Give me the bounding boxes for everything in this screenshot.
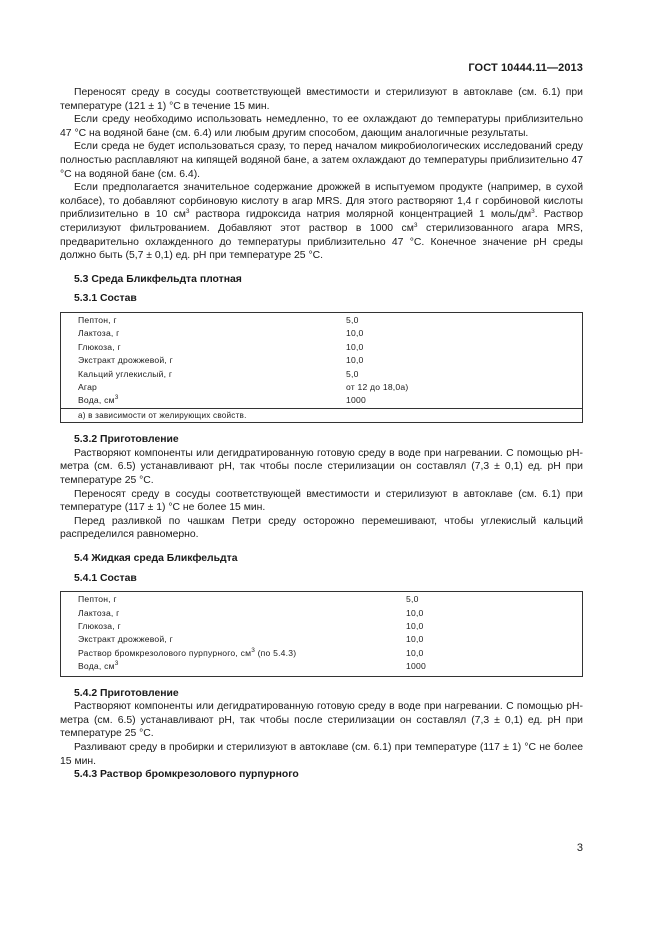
- ingredient-amount: 5,0: [406, 594, 419, 605]
- ingredient-label: Раствор бромкрезолового пурпурного, см: [78, 647, 252, 658]
- superscript: 3: [531, 208, 535, 216]
- composition-table-liquid: [60, 591, 583, 676]
- ingredient-amount: 10,0: [346, 341, 364, 352]
- ingredient-name: Пептон, г: [78, 314, 117, 325]
- subsection-heading: 5.3.2 Приготовление: [74, 434, 179, 446]
- ingredient-name: Пептон, г: [78, 594, 117, 605]
- text-run: стерилизованного агара MRS, предварительно охлажденного до температуры приблизительно 47 °С. Конечное значение рН среды должно быть (5,7 ± 0,1) ед. рН при температуре 25 °С.: [60, 222, 583, 262]
- ingredient-amount: 10,0: [406, 647, 424, 658]
- superscript: 3: [114, 660, 119, 668]
- document-body: [60, 86, 583, 782]
- subsection-heading: 5.4.1 Состав: [74, 572, 137, 584]
- paragraph: Переносят среду в сосуды соответствующей вместимости и стерилизуют в автоклаве (см. 6.1) при температуре (117 ± 1) °С не более 15 мин.: [60, 488, 583, 514]
- ingredient-amount: 10,0: [406, 634, 424, 645]
- table-row: [61, 341, 583, 354]
- paragraph: Перед разливкой по чашкам Петри среду осторожно перемешивают, чтобы углекислый кальций распределился равномерно.: [60, 515, 583, 541]
- document-header: ГОСТ 10444.11—2013: [468, 62, 583, 74]
- superscript: 3: [114, 394, 119, 402]
- table-row: [61, 381, 583, 394]
- superscript: 3: [413, 221, 418, 229]
- section-heading: 5.3 Среда Бликфельдта плотная: [74, 273, 242, 285]
- table-row: [61, 327, 583, 340]
- page-number: 3: [576, 842, 583, 854]
- subsection-heading: 5.4.3 Раствор бромкрезолового пурпурного: [74, 769, 299, 781]
- ingredient-name: Кальций углекислый, г: [78, 368, 173, 379]
- ingredient-name: Лактоза, г: [78, 607, 120, 618]
- ingredient-amount: 10,0: [406, 620, 424, 631]
- paragraph: Разливают среду в пробирки и стерилизуют в автоклаве (см. 6.1) при температуре (117 ± 1) °С не более 15 мин.: [60, 741, 583, 767]
- text-run: . Раствор стерилизуют фильтрованием. Добавляют этот раствор в 1000 см: [60, 209, 583, 234]
- table-row: [61, 647, 583, 660]
- ingredient-amount: 1000: [406, 661, 426, 672]
- ingredient-name: Агар: [78, 381, 98, 392]
- ingredient-name: Экстракт дрожжевой, г: [78, 355, 173, 366]
- paragraph: Переносят среду в сосуды соответствующей вместимости и стерилизуют в автоклаве (см. 6.1) при температуре (121 ± 1) °С в течение 15 мин.: [60, 87, 583, 112]
- superscript: 3: [251, 646, 256, 654]
- ingredient-name: Лактоза, г: [78, 328, 120, 339]
- ingredient-amount: 1000: [346, 395, 366, 406]
- table-row: [61, 620, 583, 633]
- subsection-heading: 5.3.1 Состав: [74, 293, 137, 305]
- paragraph: Если среда не будет использоваться сразу, то перед началом микробиологических исследований среду полностью расплавляют на кипящей водяной бане, а затем охлаждают до температуры приблизительно 47 °С на водяной бане (см. 6.4).: [60, 141, 583, 180]
- paragraph-sorbic-acid: [60, 181, 583, 263]
- ingredient-name: Глюкоза, г: [78, 620, 121, 631]
- table-row: [61, 368, 583, 381]
- table-row: [61, 607, 583, 620]
- table-row: [61, 354, 583, 367]
- ingredient-amount: 10,0: [346, 328, 364, 339]
- table-row: [61, 592, 583, 607]
- table-row: [61, 394, 583, 408]
- table-row: [61, 660, 583, 676]
- composition-table-solid: [60, 312, 583, 423]
- table-footnote: а) в зависимости от желирующих свойств.: [61, 408, 583, 422]
- ingredient-label: Вода, см: [78, 661, 115, 672]
- section-heading: 5.4 Жидкая среда Бликфельдта: [74, 552, 238, 564]
- ingredient-amount: 5,0: [346, 314, 359, 325]
- ingredient-name: [61, 647, 407, 660]
- text-run: раствора гидроксида натрия молярной концентрацией 1 моль/дм: [189, 209, 532, 221]
- ingredient-name: Экстракт дрожжевой, г: [78, 634, 173, 645]
- ingredient-amount: 5,0: [346, 368, 359, 379]
- paragraph: Растворяют компоненты или дегидратированную готовую среду в воде при нагревании. С помощью рН-метра (см. 6.5) устанавливают рН, так чтобы после стерилизации он составлял (7,3 ± 0,1) ед. рН при температуре 25 °С.: [60, 701, 583, 740]
- ingredient-name: [61, 660, 407, 676]
- table-footnote-row: [61, 408, 583, 422]
- superscript: 3: [185, 208, 190, 216]
- ingredient-amount: 10,0: [346, 355, 364, 366]
- ingredient-name: Глюкоза, г: [78, 341, 121, 352]
- text-run: Если предполагается значительное содержание дрожжей в испытуемом продукте (например, в сухой колбасе), то добавляют сорбиновую кислоту в агар MRS. Для этого растворяют 1,4 г сорбиновой кислоты приблизительно в 10 см: [60, 182, 583, 221]
- ingredient-name: [61, 394, 347, 408]
- table-row: [61, 633, 583, 646]
- paragraph: Если среду необходимо использовать немедленно, то ее охлаждают до температуры приблизительно 47 °С на водяной бане (см. 6.4) или любым другим способом, дающим аналогичные результаты.: [60, 114, 583, 139]
- ingredient-reference: (по 5.4.3): [255, 647, 297, 658]
- ingredient-label: Вода, см: [78, 395, 115, 406]
- ingredient-amount: от 12 до 18,0а): [346, 381, 409, 392]
- subsection-heading: 5.4.2 Приготовление: [74, 687, 179, 699]
- ingredient-amount: 10,0: [406, 607, 424, 618]
- table-row: [61, 312, 583, 327]
- paragraph: Растворяют компоненты или дегидратированную готовую среду в воде при нагревании. С помощью рН-метра (см. 6.5) устанавливают рН, так чтобы после стерилизации он составлял (7,3 ± 0,1) ед. рН при температуре 25 °С.: [60, 447, 583, 486]
